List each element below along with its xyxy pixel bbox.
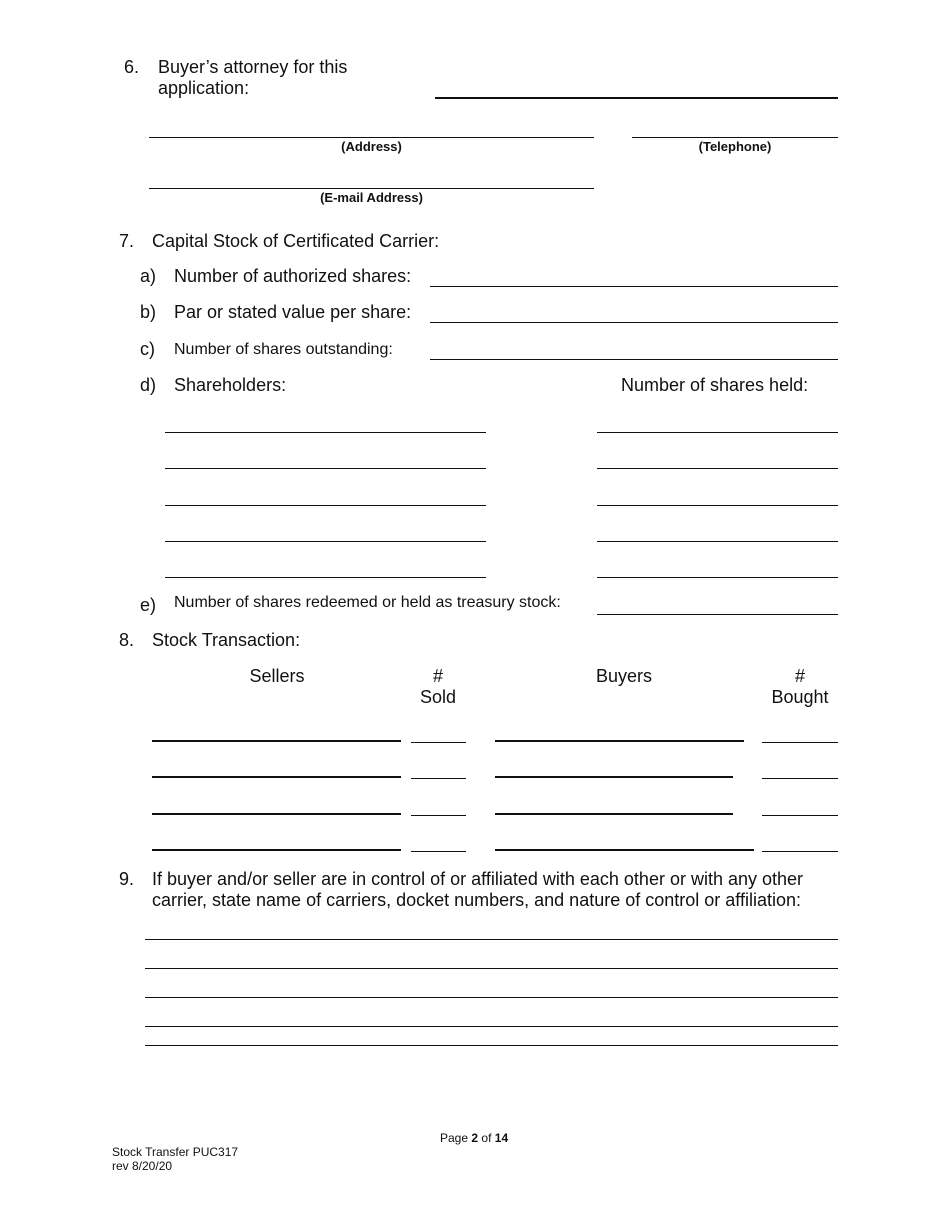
buyer-name-field[interactable] [495, 813, 733, 815]
par-value-label: Par or stated value per share: [174, 302, 412, 322]
par-value-field[interactable] [430, 322, 838, 323]
attorney-email-field[interactable] [149, 188, 594, 189]
buyer-name-field[interactable] [495, 740, 744, 742]
section-7-number: 7. [119, 231, 135, 251]
shares-sold-field[interactable] [411, 742, 466, 743]
sellers-column-header: Sellers [249, 666, 305, 686]
shares-bought-field[interactable] [762, 851, 838, 852]
affiliation-answer-line[interactable] [145, 1045, 838, 1046]
buyer-name-field[interactable] [495, 849, 754, 851]
shares-held-label: Number of shares held: [621, 375, 809, 395]
form-name: Stock Transfer PUC317 [112, 1145, 239, 1159]
shares-outstanding-field[interactable] [430, 359, 838, 360]
email-caption: (E-mail Address) [320, 190, 423, 205]
page-of: of [481, 1131, 492, 1145]
buyer-name-field[interactable] [495, 776, 733, 778]
shares-bought-field[interactable] [762, 778, 838, 779]
section-9-number: 9. [119, 869, 135, 889]
shares-bought-field[interactable] [762, 742, 838, 743]
section-8-number: 8. [119, 630, 135, 650]
shares-held-field[interactable] [597, 577, 838, 578]
shares-sold-field[interactable] [411, 815, 466, 816]
seller-name-field[interactable] [152, 849, 401, 851]
address-caption: (Address) [341, 139, 402, 154]
item-b-letter: b) [140, 302, 157, 322]
shares-sold-field[interactable] [411, 851, 466, 852]
affiliation-answer-line[interactable] [145, 1026, 838, 1027]
form-revision: rev 8/20/20 [112, 1159, 173, 1173]
shares-held-field[interactable] [597, 468, 838, 469]
bought-column-header-hash: # [794, 666, 805, 686]
bought-column-header: Bought [771, 687, 829, 707]
affiliation-answer-line[interactable] [145, 997, 838, 998]
page-number [440, 1131, 508, 1145]
seller-name-field[interactable] [152, 776, 401, 778]
section-6-label-line2: application: [158, 78, 250, 98]
section-6-number: 6. [124, 57, 140, 77]
shares-bought-field[interactable] [762, 815, 838, 816]
seller-name-field[interactable] [152, 813, 401, 815]
section-9-text-line1: If buyer and/or seller are in control of or affiliated with each other or with any other [152, 869, 804, 889]
section-9-text-line2: carrier, state name of carriers, docket numbers, and nature of control or affiliation: [152, 890, 801, 910]
attorney-address-field[interactable] [149, 137, 594, 138]
shareholders-label: Shareholders: [174, 375, 287, 395]
seller-name-field[interactable] [152, 740, 401, 742]
authorized-shares-field[interactable] [430, 286, 838, 287]
shares-sold-field[interactable] [411, 778, 466, 779]
buyers-column-header: Buyers [595, 666, 653, 686]
treasury-stock-label: Number of shares redeemed or held as treasury stock: [174, 594, 561, 611]
shares-outstanding-label: Number of shares outstanding: [174, 341, 393, 358]
treasury-stock-field[interactable] [597, 614, 838, 615]
authorized-shares-label: Number of authorized shares: [174, 266, 412, 286]
item-a-letter: a) [140, 266, 157, 286]
shares-held-field[interactable] [597, 505, 838, 506]
item-c-letter: c) [140, 339, 155, 359]
sold-column-header: Sold [419, 687, 457, 707]
sold-column-header-hash: # [432, 666, 443, 686]
attorney-telephone-field[interactable] [632, 137, 838, 138]
shareholder-name-field[interactable] [165, 468, 486, 469]
affiliation-answer-line[interactable] [145, 939, 838, 940]
shareholder-name-field[interactable] [165, 541, 486, 542]
attorney-name-field[interactable] [435, 97, 838, 99]
item-e-letter: e) [140, 595, 157, 615]
shares-held-field[interactable] [597, 432, 838, 433]
shareholder-name-field[interactable] [165, 505, 486, 506]
telephone-caption: (Telephone) [698, 139, 772, 154]
page-prefix: Page [440, 1131, 469, 1145]
page-current: 2 [471, 1131, 479, 1145]
shares-held-field[interactable] [597, 541, 838, 542]
section-8-title: Stock Transaction: [152, 630, 301, 650]
section-6-label-line1: Buyer’s attorney for this [158, 57, 348, 77]
shareholder-name-field[interactable] [165, 432, 486, 433]
affiliation-answer-line[interactable] [145, 968, 838, 969]
page-total: 14 [494, 1131, 509, 1145]
item-d-letter: d) [140, 375, 157, 395]
shareholder-name-field[interactable] [165, 577, 486, 578]
section-7-title: Capital Stock of Certificated Carrier: [152, 231, 440, 251]
